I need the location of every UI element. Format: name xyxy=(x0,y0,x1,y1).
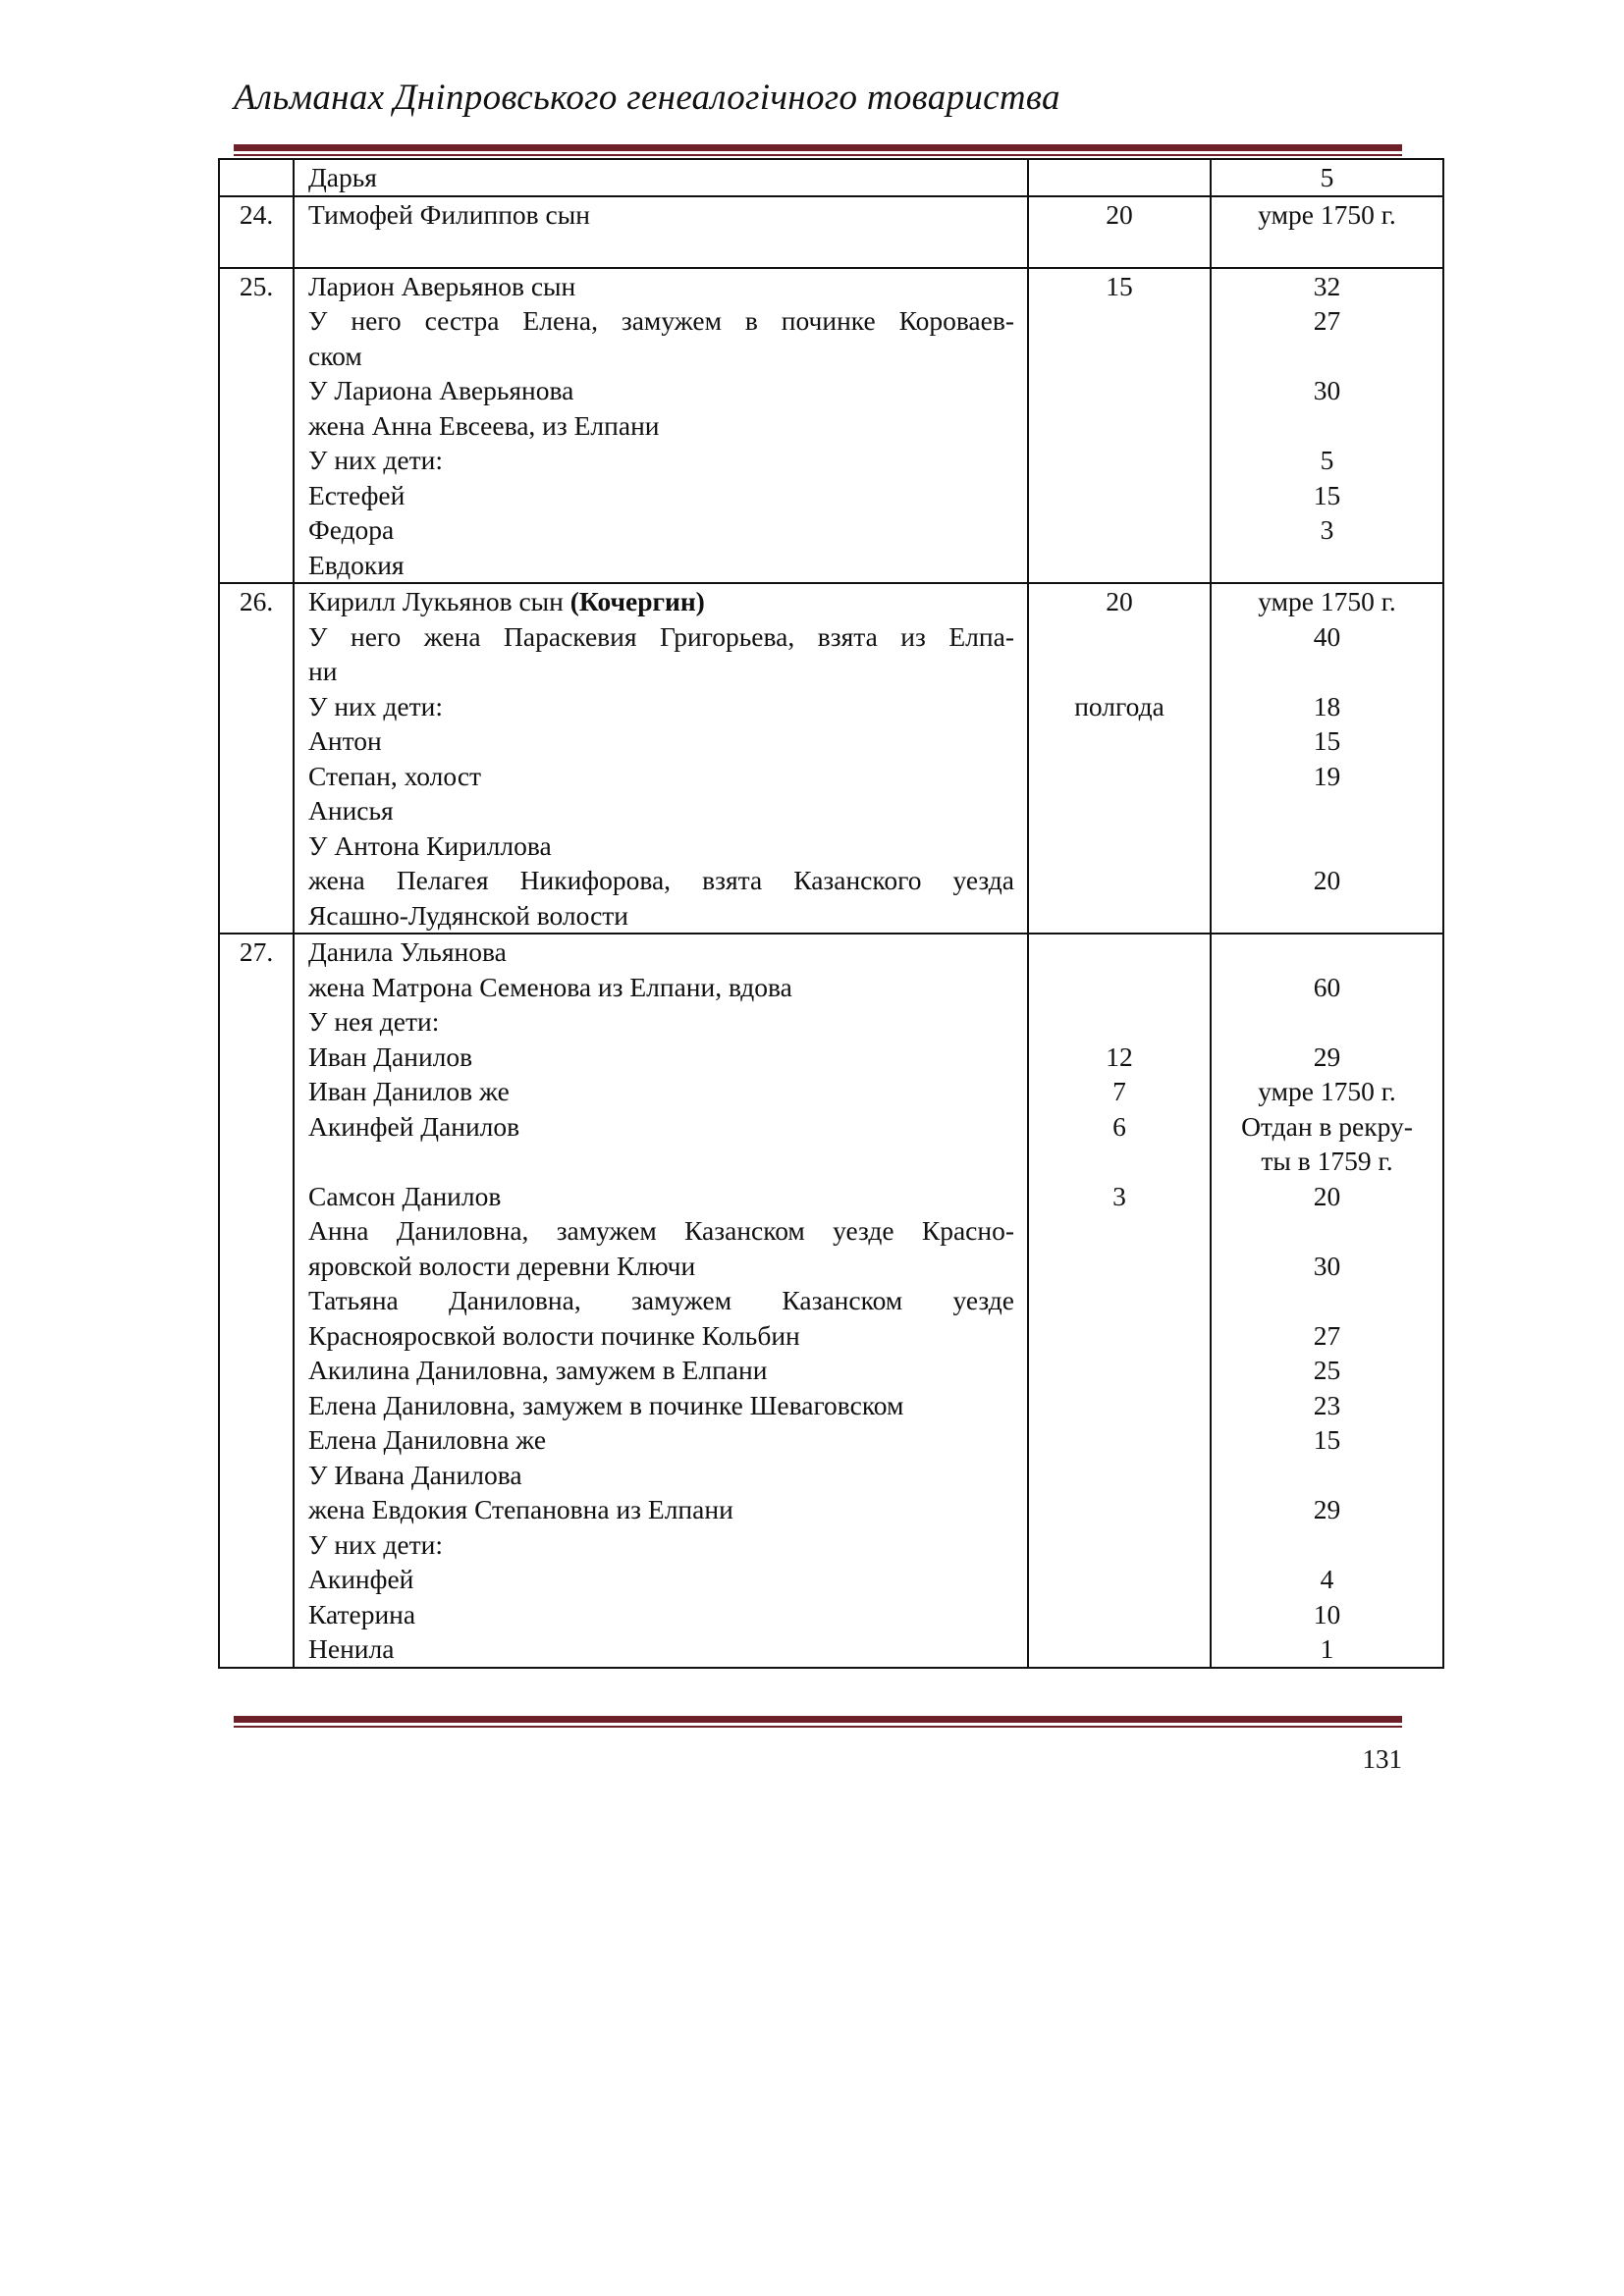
person-text: Краснояросвкой волости починке Кольбин xyxy=(308,1319,800,1351)
age-first-value xyxy=(1029,1144,1210,1179)
table-row xyxy=(219,583,1443,934)
person-line xyxy=(308,408,1014,444)
age-second-value: ты в 1759 г. xyxy=(1261,1146,1393,1176)
person-line xyxy=(308,1004,1014,1040)
person-text: Анисья xyxy=(308,795,394,826)
person-text: жена Матрона Семенова из Елпани, вдова xyxy=(308,971,792,1002)
age-second-value xyxy=(1212,1458,1442,1493)
person-names-cell xyxy=(294,583,1028,934)
person-line xyxy=(308,1353,1014,1388)
age-second-value xyxy=(1212,1283,1442,1318)
person-text: Дарья xyxy=(308,162,377,192)
age-second-value xyxy=(1212,1213,1442,1249)
person-line xyxy=(308,793,1014,828)
age-second-value: 30 xyxy=(1313,1250,1341,1281)
entry-number-cell xyxy=(219,268,294,584)
age-second-value: 4 xyxy=(1320,1564,1334,1594)
header-rule xyxy=(234,144,1402,156)
footer-rule xyxy=(234,1716,1402,1728)
person-text: Степан, холост xyxy=(308,760,482,791)
age-second-census-cell xyxy=(1211,583,1443,934)
age-second-value: 5 xyxy=(1320,162,1334,192)
person-names-cell xyxy=(294,196,1028,268)
entry-number xyxy=(220,160,293,195)
person-line xyxy=(308,1631,1014,1667)
person-line xyxy=(308,654,1014,689)
person-line xyxy=(308,197,1014,233)
table-row xyxy=(219,196,1443,268)
age-second-value: 20 xyxy=(1313,1180,1341,1211)
age-first-value xyxy=(1029,934,1210,970)
person-line xyxy=(308,478,1014,513)
person-text: жена Пелагея Никифорова, взята Казанского уезда xyxy=(308,865,1014,895)
person-line xyxy=(308,1144,1014,1179)
age-second-value: 1 xyxy=(1320,1633,1334,1664)
person-names-cell xyxy=(294,268,1028,584)
age-second-value: 25 xyxy=(1313,1355,1341,1385)
entry-number: 25. xyxy=(239,270,274,301)
person-line xyxy=(308,160,1014,195)
age-second-value: умре 1750 г. xyxy=(1258,198,1396,230)
person-line xyxy=(308,1318,1014,1354)
age-first-value xyxy=(1029,619,1210,655)
age-second-value xyxy=(1212,548,1442,583)
person-line xyxy=(308,1597,1014,1632)
person-text: Акинфей xyxy=(308,1564,414,1594)
person-line xyxy=(308,1040,1014,1075)
person-text: Елена Даниловна, замужем в починке Шеваговском xyxy=(308,1389,904,1420)
age-second-value: 30 xyxy=(1313,375,1341,405)
person-line xyxy=(308,759,1014,794)
person-text: Иван Данилов же xyxy=(308,1076,510,1106)
age-second-value: умре 1750 г. xyxy=(1258,586,1396,616)
person-text: У него жена Параскевия Григорьева, взята из Елпа- xyxy=(308,620,1014,652)
census-table xyxy=(218,158,1444,1669)
age-second-value: 15 xyxy=(1313,725,1341,756)
person-line xyxy=(308,1562,1014,1597)
person-text: ском xyxy=(308,340,362,371)
age-first-value: 20 xyxy=(1106,586,1133,616)
person-line xyxy=(308,934,1014,970)
table-row xyxy=(219,268,1443,584)
age-second-value xyxy=(1212,934,1442,970)
person-text: У них дети: xyxy=(308,445,443,475)
age-first-value: 6 xyxy=(1112,1110,1126,1142)
person-line xyxy=(308,1074,1014,1109)
age-first-value: 7 xyxy=(1112,1076,1126,1106)
person-text: Ларион Аверьянов сын xyxy=(308,270,576,301)
person-text: Самсон Данилов xyxy=(308,1180,502,1211)
age-second-value: 3 xyxy=(1320,514,1334,545)
person-line xyxy=(308,548,1014,583)
age-second-value xyxy=(1212,1004,1442,1040)
person-text: У Антона Кириллова xyxy=(308,829,552,861)
age-second-value: 15 xyxy=(1313,1424,1341,1455)
age-second-value: 29 xyxy=(1313,1494,1341,1524)
person-line xyxy=(308,1249,1014,1284)
person-text: жена Анна Евсеева, из Елпани xyxy=(308,409,660,441)
person-line xyxy=(308,584,1014,619)
person-line xyxy=(308,970,1014,1005)
person-line xyxy=(308,619,1014,655)
person-text: Акинфей Данилов xyxy=(308,1110,520,1142)
person-text: Федора xyxy=(308,514,395,545)
age-second-value xyxy=(1212,339,1442,374)
person-text: Иван Данилов xyxy=(308,1041,473,1072)
person-text: Ясашно-Лудянской волости xyxy=(308,899,629,931)
person-line xyxy=(308,512,1014,548)
person-text: Ненила xyxy=(308,1633,395,1664)
age-second-value: 60 xyxy=(1313,971,1341,1002)
age-second-value: Отдан в рекру- xyxy=(1241,1110,1413,1142)
age-first-value xyxy=(1029,970,1210,1005)
person-text: У него сестра Елена, замужем в починке Короваев- xyxy=(308,305,1014,336)
person-line xyxy=(308,1492,1014,1527)
age-second-value: 18 xyxy=(1313,690,1341,721)
person-text: Акилина Даниловна, замужем в Елпани xyxy=(308,1355,768,1385)
census-table-body xyxy=(219,159,1443,1668)
almanac-title: Альманах Дніпровського генеалогічного товариства xyxy=(234,78,1060,118)
entry-number: 24. xyxy=(239,198,274,230)
person-names-cell xyxy=(294,934,1028,1668)
person-line xyxy=(308,269,1014,304)
age-second-value: 27 xyxy=(1313,1319,1341,1351)
age-second-census-cell xyxy=(1211,196,1443,268)
entry-number-cell xyxy=(219,934,294,1668)
person-line xyxy=(308,1458,1014,1493)
person-line xyxy=(308,303,1014,339)
person-names-cell xyxy=(294,159,1028,196)
age-second-value: 23 xyxy=(1313,1389,1341,1420)
entry-number-cell xyxy=(219,583,294,934)
age-second-value xyxy=(1212,793,1442,828)
table-row xyxy=(219,159,1443,196)
person-text: Естефей xyxy=(308,479,406,510)
age-second-value: 27 xyxy=(1313,305,1341,336)
person-line xyxy=(308,863,1014,898)
entry-number: 26. xyxy=(239,586,274,616)
age-second-value: умре 1750 г. xyxy=(1258,1076,1396,1106)
person-text: У нея дети: xyxy=(308,1006,440,1037)
page-number: 131 xyxy=(1362,1744,1402,1774)
person-text: жена Евдокия Степановна из Елпани xyxy=(308,1494,733,1524)
person-text: ни xyxy=(308,656,338,686)
age-second-value xyxy=(1212,898,1442,934)
person-text: Татьяна Даниловна, замужем Казанском уезде xyxy=(308,1285,1014,1315)
age-first-value xyxy=(1029,1004,1210,1040)
person-text: Антон xyxy=(308,725,382,756)
age-second-value: 10 xyxy=(1313,1598,1341,1629)
person-text: У Лариона Аверьянова xyxy=(308,375,574,405)
age-first-census-cell xyxy=(1028,159,1211,196)
person-text: Данила Ульянова xyxy=(308,936,507,967)
person-line xyxy=(308,232,1014,267)
age-second-value xyxy=(1212,1527,1442,1563)
person-line xyxy=(308,828,1014,864)
age-first-value: 3 xyxy=(1112,1180,1126,1211)
age-second-value: 40 xyxy=(1313,620,1341,652)
person-line xyxy=(308,723,1014,759)
person-text: У них дети: xyxy=(308,690,443,721)
person-text: Анна Даниловна, замужем Казанском уезде Красно- xyxy=(308,1215,1014,1246)
person-line xyxy=(308,1283,1014,1318)
person-text: Елена Даниловна же xyxy=(308,1424,547,1455)
person-line xyxy=(308,1109,1014,1145)
age-second-value: 32 xyxy=(1313,270,1341,301)
age-first-value: 15 xyxy=(1106,270,1133,301)
age-second-value: 19 xyxy=(1313,760,1341,791)
person-line xyxy=(308,689,1014,724)
age-first-census-cell xyxy=(1028,934,1211,1668)
person-text: Тимофей Филиппов сын xyxy=(308,198,590,230)
person-text: Кирилл Лукьянов сын xyxy=(308,586,564,616)
person-line xyxy=(308,339,1014,374)
age-second-value xyxy=(1212,828,1442,864)
age-second-value: 15 xyxy=(1313,479,1341,510)
age-first-value: 20 xyxy=(1106,198,1133,230)
age-second-census-cell xyxy=(1211,268,1443,584)
person-text: яровской волости деревни Ключи xyxy=(308,1250,696,1281)
person-text: Евдокия xyxy=(308,549,405,580)
age-second-value: 29 xyxy=(1313,1041,1341,1072)
age-second-value: 5 xyxy=(1320,445,1334,475)
age-first-value xyxy=(1029,160,1210,195)
person-line xyxy=(308,443,1014,478)
age-first-census-cell xyxy=(1028,583,1211,934)
age-second-census-cell xyxy=(1211,934,1443,1668)
person-text: У Ивана Данилова xyxy=(308,1459,522,1490)
person-line xyxy=(308,1213,1014,1249)
age-first-value xyxy=(1029,654,1210,689)
age-second-value: 20 xyxy=(1313,865,1341,895)
age-second-value xyxy=(1212,654,1442,689)
person-text: У них дети: xyxy=(308,1528,443,1560)
table-row xyxy=(219,934,1443,1668)
person-line xyxy=(308,1527,1014,1563)
age-first-census-cell xyxy=(1028,268,1211,584)
entry-number-cell xyxy=(219,196,294,268)
person-line xyxy=(308,1179,1014,1214)
person-text: Катерина xyxy=(308,1598,416,1629)
person-line xyxy=(308,1388,1014,1423)
age-second-value xyxy=(1212,408,1442,444)
person-line xyxy=(308,1422,1014,1458)
entry-number-cell xyxy=(219,159,294,196)
age-first-value: полгода xyxy=(1074,690,1164,721)
entry-number: 27. xyxy=(239,936,274,967)
age-first-value: 12 xyxy=(1106,1041,1133,1072)
surname-bold: (Кочергин) xyxy=(569,586,705,616)
age-first-census-cell xyxy=(1028,196,1211,268)
age-second-census-cell xyxy=(1211,159,1443,196)
person-line xyxy=(308,373,1014,408)
person-line xyxy=(308,898,1014,934)
